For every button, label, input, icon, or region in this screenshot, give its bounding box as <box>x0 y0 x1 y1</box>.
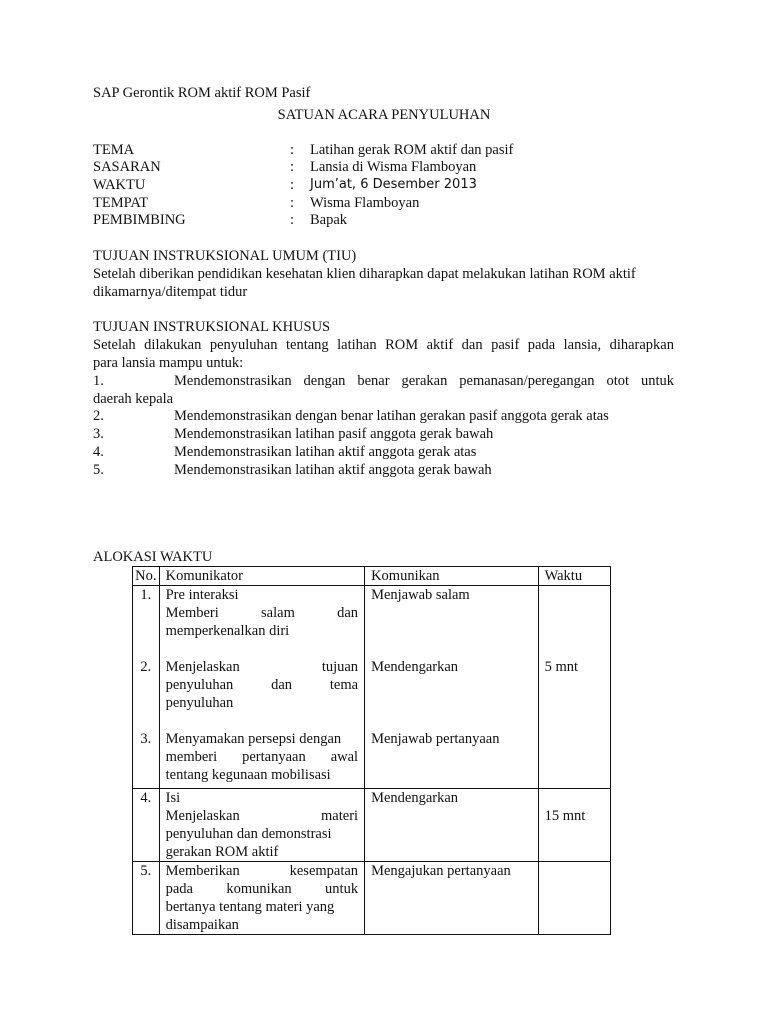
waktu-text: 5 mnt <box>544 659 579 675</box>
column-header-komunikan: Komunikan <box>365 567 539 586</box>
tik-item-text: Mendemonstrasikan latihan pasif anggota gerak bawah <box>174 426 494 442</box>
table-header-row <box>133 567 611 586</box>
komunikator-line: Menyamakan persepsi dengan <box>165 731 342 747</box>
column-header-no: No. <box>133 567 160 586</box>
cell-waktu <box>538 586 610 789</box>
info-value-waktu: Jum’at, 6 Desember 2013 <box>310 177 477 192</box>
komunikator-line: Memberikan kesempatan <box>165 863 359 879</box>
komunikator-line: memberi pertanyaan awal <box>165 749 359 765</box>
tik-item-continuation: daerah kepala <box>93 391 174 407</box>
komunikator-line: bertanya tentang materi yang <box>165 899 335 915</box>
komunikator-line: tentang kegunaan mobilisasi <box>165 767 331 783</box>
column-header-komunikator: Komunikator <box>159 567 364 586</box>
tik-item-number: 4. <box>93 444 104 460</box>
row-number: 1. <box>140 587 152 603</box>
info-label-waktu: WAKTU <box>93 177 146 193</box>
cell-waktu <box>538 789 610 862</box>
komunikator-line: pada komunikan untuk <box>165 881 359 897</box>
info-label-tempat: TEMPAT <box>93 195 149 211</box>
tik-intro-line1: Setelah dilakukan penyuluhan tentang latihan ROM aktif dan pasif pada lansia, diharapkan <box>93 337 674 353</box>
cell-waktu <box>538 862 610 935</box>
table-row <box>133 862 611 935</box>
tik-item-text: Mendemonstrasikan dengan benar latihan gerakan pasif anggota gerak atas <box>174 408 609 424</box>
tik-heading: TUJUAN INSTRUKSIONAL KHUSUS <box>93 319 331 335</box>
komunikan-text: Menjawab salam <box>371 587 470 603</box>
info-label-pembimbing: PEMBIMBING <box>93 212 186 228</box>
komunikator-line: Isi <box>165 790 181 806</box>
cell-komunikator <box>159 789 364 862</box>
column-header-waktu: Waktu <box>538 567 610 586</box>
info-value-tema: Latihan gerak ROM aktif dan pasif <box>310 142 514 158</box>
komunikator-line: memperkenalkan diri <box>165 623 290 639</box>
info-sep: : <box>290 142 295 158</box>
tiu-heading: TUJUAN INSTRUKSIONAL UMUM (TIU) <box>93 248 357 264</box>
info-sep: : <box>290 177 295 193</box>
cell-komunikan: Mendengarkan <box>365 789 539 862</box>
komunikator-line: Memberi salam dan <box>165 605 359 621</box>
alokasi-heading: ALOKASI WAKTU <box>93 549 213 565</box>
tik-item-text: Mendemonstrasikan dengan benar gerakan pemanasan/peregangan otot untuk <box>174 373 674 389</box>
cell-komunikan: Mengajukan pertanyaan <box>365 862 539 935</box>
tiu-text-line1: Setelah diberikan pendidikan kesehatan klien diharapkan dapat melakukan latihan ROM aktif <box>93 266 636 282</box>
cell-no: 4. <box>133 789 160 862</box>
komunikator-line: penyuluhan dan demonstrasi <box>165 826 332 842</box>
tik-item-number: 1. <box>93 373 104 389</box>
komunikator-line: penyuluhan <box>165 695 234 711</box>
info-sep: : <box>290 212 295 228</box>
cell-no <box>133 586 160 789</box>
tik-item-number: 2. <box>93 408 104 424</box>
cell-komunikan <box>365 586 539 789</box>
row-number: 3. <box>140 731 152 747</box>
komunikator-line: penyuluhan dan tema <box>165 677 359 693</box>
info-label-tema: TEMA <box>93 142 135 158</box>
komunikator-line: gerakan ROM aktif <box>165 844 279 860</box>
info-sep: : <box>290 195 295 211</box>
alokasi-table <box>132 566 611 935</box>
komunikator-line: Pre interaksi <box>165 587 239 603</box>
komunikan-text: Mendengarkan <box>371 659 459 675</box>
komunikator-line: disampaikan <box>165 917 239 933</box>
komunikan-text: Menjawab pertanyaan <box>371 731 500 747</box>
komunikator-line: Menjelaskan tujuan <box>165 659 359 675</box>
tik-item-text: Mendemonstrasikan latihan aktif anggota gerak bawah <box>174 462 492 478</box>
table-row <box>133 789 611 862</box>
info-value-tempat: Wisma Flamboyan <box>310 195 420 211</box>
komunikator-line: Menjelaskan materi <box>165 808 359 824</box>
doc-title: SAP Gerontik ROM aktif ROM Pasif <box>93 85 311 101</box>
info-sep: : <box>290 159 295 175</box>
tik-item-number: 5. <box>93 462 104 478</box>
tik-item-text: Mendemonstrasikan latihan aktif anggota gerak atas <box>174 444 477 460</box>
tiu-text-line2: dikamarnya/ditempat tidur <box>93 284 248 300</box>
row-number: 2. <box>140 659 152 675</box>
cell-komunikator <box>159 862 364 935</box>
page-heading: SATUAN ACARA PENYULUHAN <box>277 107 491 123</box>
info-label-sasaran: SASARAN <box>93 159 161 175</box>
tik-intro-line2: para lansia mampu untuk: <box>93 355 244 371</box>
tik-item-number: 3. <box>93 426 104 442</box>
cell-komunikator <box>159 586 364 789</box>
table-row <box>133 586 611 789</box>
waktu-text: 15 mnt <box>544 808 586 824</box>
info-value-pembimbing: Bapak <box>310 212 348 228</box>
cell-no: 5. <box>133 862 160 935</box>
info-value-sasaran: Lansia di Wisma Flamboyan <box>310 159 477 175</box>
